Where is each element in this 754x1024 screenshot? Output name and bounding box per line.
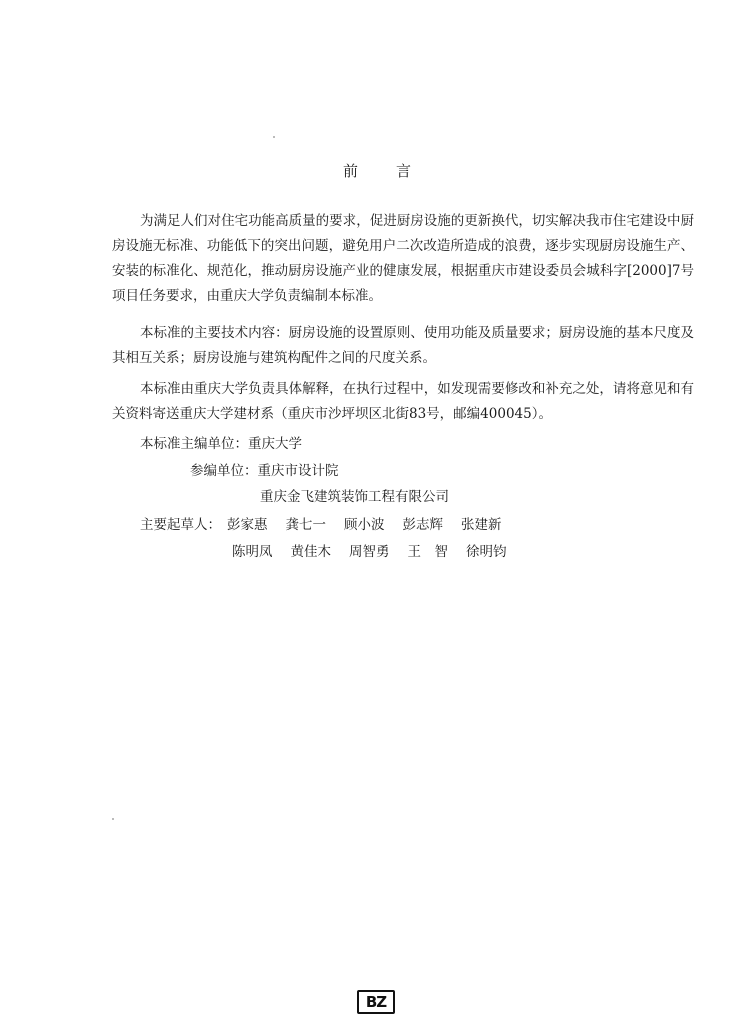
drafter-name: 黄佳木	[290, 544, 331, 560]
scan-speck	[112, 818, 114, 820]
publisher-logo: BZ	[357, 990, 395, 1014]
drafter-name: 张建新	[461, 517, 502, 533]
participating-label: 参编单位：	[190, 463, 258, 479]
drafters-label: 主要起草人：	[140, 517, 221, 533]
paragraph-interpretation: 本标准由重庆大学负责具体解释，在执行过程中，如发现需要修改和补充之处，请将意见和有关资料寄送重庆大学建材系（重庆市沙坪坝区北街83号，邮编400045）。	[112, 381, 694, 422]
drafter-name: 彭家惠	[227, 517, 268, 533]
drafter-name: 彭志辉	[402, 517, 443, 533]
drafter-name: 徐明钧	[466, 544, 507, 560]
paragraph-purpose: 为满足人们对住宅功能高质量的要求，促进厨房设施的更新换代，切实解决我市住宅建设中厨房设施无标准、功能低下的突出问题，避免用户二次改造所造成的浪费，逐步实现厨房设施生产、安装的标准化、规范化，推动厨房设施产业的健康发展，根据重庆市建设委员会城科字[2000]7号项目任务要求，由重庆大学负责编制本标准。	[112, 213, 694, 304]
participating-unit-2: 重庆金飞建筑装饰工程有限公司	[260, 489, 449, 505]
page-title	[0, 160, 754, 181]
scan-speck	[273, 136, 275, 138]
participating-units-line	[190, 459, 339, 484]
drafter-name: 王 智	[407, 544, 448, 560]
title-char-1: 前	[342, 162, 358, 180]
drafters-row-1	[140, 513, 520, 538]
participating-unit-1: 重庆市设计院	[257, 463, 339, 479]
chief-unit-line: 本标准主编单位：重庆大学	[140, 436, 302, 452]
drafter-name: 顾小波	[344, 517, 385, 533]
drafter-name: 陈明凤	[232, 544, 273, 560]
title-char-2: 言	[396, 162, 412, 180]
drafter-name: 周智勇	[349, 544, 390, 560]
drafter-name: 龚七一	[285, 517, 326, 533]
paragraph-contents: 本标准的主要技术内容：厨房设施的设置原则、使用功能及质量要求；厨房设施的基本尺度及其相互关系；厨房设施与建筑构配件之间的尺度关系。	[112, 325, 694, 366]
drafters-row-2	[232, 540, 525, 565]
